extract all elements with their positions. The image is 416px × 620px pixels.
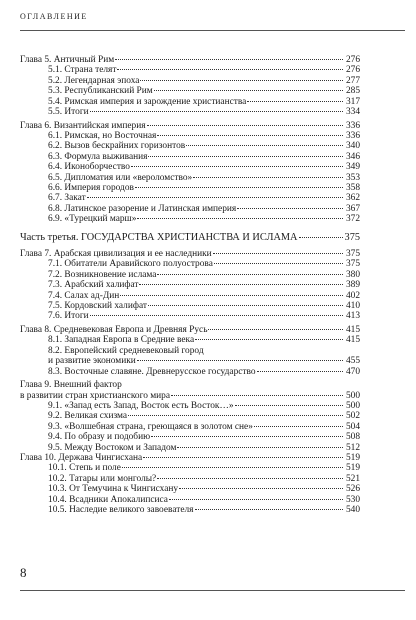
dot-leader [139,284,343,285]
toc-section-entry [20,335,360,345]
toc-entry-page: 415 [345,335,360,346]
toc-entry-title: 10.4. Всадники Апокалипсиса [48,494,168,505]
dot-leader [122,467,343,468]
toc-section-entry [20,356,360,366]
toc-chapter-entry [20,325,360,335]
toc-entry-title: 10.1. Степь и поле [48,463,121,474]
toc-entry-title: в развитии стран христианского мира [20,390,171,401]
toc-entry-page: 402 [345,290,360,301]
dot-leader [143,457,343,458]
dot-leader [254,426,343,427]
dot-leader [171,395,343,396]
toc-entry-title: 7.6. Итоги [48,311,89,322]
toc-entry-page: 410 [345,300,360,311]
table-of-contents [20,55,360,515]
toc-entry-page: 500 [345,401,360,411]
toc-entry-page: 455 [345,356,360,367]
dot-leader [137,360,343,361]
dot-leader [213,253,343,254]
toc-section-entry [20,259,360,269]
toc-part-heading [20,233,360,243]
toc-entry-page: 372 [345,214,360,225]
toc-entry-title: 5.5. Итоги [48,106,89,117]
toc-section-entry [20,422,360,432]
dot-leader [148,305,343,306]
toc-section-entry [20,204,360,214]
dot-leader [157,135,343,136]
toc-entry-page: 367 [345,203,360,214]
toc-section-entry [20,97,360,107]
dot-leader [193,177,343,178]
toc-section-entry [20,401,360,411]
toc-entry-title: 9.2. Великая схизма [48,411,128,422]
toc-entry-page: 349 [345,162,360,173]
toc-section-entry [20,76,360,86]
dot-leader [186,145,343,146]
toc-chapter-entry [20,249,360,259]
toc-entry-title: Глава 9. Внешний фактор [20,380,122,391]
toc-section-entry [20,432,360,442]
toc-section-entry [20,162,360,172]
dot-leader [299,237,344,238]
toc-entry-page: 540 [345,504,360,515]
dot-leader [247,101,343,102]
toc-section-entry [20,214,360,224]
toc-entry-page: 521 [345,473,360,484]
toc-entry-title: 9.1. «Запад есть Запад, Восток есть Восток…» [48,401,234,411]
dot-leader [148,156,343,157]
toc-entry-title: 5.3. Республиканский Рим [48,86,153,97]
toc-entry-title: 6.3. Формула выживания [48,151,148,162]
toc-entry-page: 346 [345,151,360,162]
toc-entry-title: Глава 5. Античный Рим [20,55,115,65]
dot-leader [90,111,343,112]
toc-section-entry [20,183,360,193]
dot-leader [147,125,343,126]
toc-entry-page: 470 [345,366,360,377]
toc-entry-title: 5.2. Легендарная эпоха [48,75,140,86]
dot-leader [157,478,343,479]
dot-leader [154,90,343,91]
toc-section-entry [20,193,360,203]
dot-leader [177,447,343,448]
toc-section-entry [20,301,360,311]
toc-entry-page: 500 [345,390,360,401]
dot-leader [137,218,343,219]
toc-section-entry [20,131,360,141]
toc-section-entry [20,463,360,473]
toc-entry-title: 9.3. «Волшебная страна, греющаяся в золотом сне» [48,421,253,432]
toc-section-entry [20,474,360,484]
toc-entry-title: 6.6. Империя городов [48,182,134,193]
toc-entry-page: 375 [344,231,360,243]
toc-entry-page: 375 [345,248,360,259]
toc-entry-page: 336 [345,131,360,142]
toc-entry-page: 389 [345,280,360,291]
toc-entry-title: 6.7. Закат [48,193,86,204]
toc-entry-title: 8.3. Восточные славяне. Древнерусское государство [48,366,256,377]
dot-leader [257,371,343,372]
footer-rule [20,590,405,591]
dot-leader [195,509,344,510]
toc-entry-title: Глава 6. Византийская империя [20,120,146,131]
toc-section-entry [20,484,360,494]
toc-entry-page: 519 [345,452,360,463]
dot-leader [87,197,343,198]
toc-entry-title: Глава 8. Средневековая Европа и Древняя Русь [20,324,208,335]
toc-entry-page: 276 [345,55,360,65]
toc-entry-page: 530 [345,494,360,505]
toc-chapter-entry [20,453,360,463]
toc-section-entry [20,495,360,505]
dot-leader [140,80,343,81]
toc-section-entry [20,346,360,356]
dot-leader [169,499,343,500]
toc-entry-page: 508 [345,432,360,443]
toc-chapter-entry [20,391,360,401]
dot-leader [151,436,343,437]
toc-entry-page: 415 [345,324,360,335]
toc-entry-title: Глава 7. Арабская цивилизация и ее наследники [20,248,212,259]
toc-entry-page: 276 [345,65,360,76]
toc-entry-title: Глава 10. Держава Чингисхана [20,452,143,463]
toc-entry-title: 5.4. Римская империя и зарождение христианства [48,96,247,107]
dot-leader [131,166,343,167]
toc-entry-page: 512 [345,442,360,453]
toc-chapter-entry [20,380,360,390]
toc-entry-title: 7.3. Арабский халифат [48,280,139,291]
dot-leader [90,315,343,316]
toc-entry-title: 9.4. По образу и подобию [48,432,151,443]
toc-entry-title: 7.2. Возникновение ислама [48,269,157,280]
toc-entry-page: 285 [345,86,360,97]
toc-entry-title: 10.5. Наследие великого завоевателя [48,504,194,515]
dot-leader [117,69,343,70]
toc-section-entry [20,270,360,280]
dot-leader [214,263,343,264]
toc-section-entry [20,86,360,96]
toc-entry-title: 6.5. Дипломатия или «вероломство» [48,172,193,183]
toc-entry-title: 6.8. Латинское разорение и Латинская империя [48,203,237,214]
toc-section-entry [20,311,360,321]
toc-section-entry [20,65,360,75]
toc-entry-title: 6.4. Иконоборчество [48,162,130,173]
toc-entry-page: 362 [345,193,360,204]
toc-entry-page: 353 [345,172,360,183]
dot-leader [179,488,343,489]
dot-leader [235,405,343,406]
toc-section-entry [20,443,360,453]
toc-entry-page: 502 [345,411,360,422]
toc-section-entry [20,107,360,117]
toc-entry-page: 504 [345,421,360,432]
toc-entry-title: 6.9. «Турецкий марш» [48,214,137,225]
toc-chapter-entry [20,121,360,131]
toc-entry-page: 375 [345,259,360,270]
toc-section-entry [20,173,360,183]
dot-leader [120,295,343,296]
toc-entry-title: Часть третья. ГОСУДАРСТВА ХРИСТИАНСТВА И ИСЛАМА [20,231,298,243]
toc-entry-page: 340 [345,141,360,152]
page-number: 8 [20,565,27,580]
toc-section-entry [20,291,360,301]
header-rule [20,30,405,31]
dot-leader [208,329,343,330]
toc-entry-title: 8.1. Западная Европа в Средние века [48,335,195,346]
toc-entry-title: 9.5. Между Востоком и Западом [48,442,177,453]
toc-section-entry [20,367,360,377]
toc-entry-page: 526 [345,484,360,495]
toc-entry-title: 8.2. Европейский средневековый город [48,345,204,356]
running-head: ОГЛАВЛЕНИЕ [20,12,88,21]
toc-entry-page: 336 [345,120,360,131]
toc-entry-title: 5.1. Страна телят [48,65,117,76]
toc-entry-title: 7.1. Обитатели Аравийского полуострова [48,259,213,270]
dot-leader [195,339,343,340]
dot-leader [237,208,343,209]
toc-entry-page: 519 [345,463,360,474]
toc-entry-page: 334 [345,106,360,117]
toc-entry-page: 317 [345,96,360,107]
dot-leader [128,415,343,416]
toc-entry-title: 10.3. От Темучина к Чингисхану [48,484,179,495]
toc-entry-page: 380 [345,269,360,280]
toc-entry-page: 413 [345,311,360,322]
toc-entry-title: 10.2. Татары или монголы? [48,473,157,484]
dot-leader [157,274,343,275]
toc-entry-title: 6.1. Римская, но Восточная [48,131,157,142]
toc-entry-page: 358 [345,182,360,193]
toc-section-entry [20,411,360,421]
toc-entry-page: 277 [345,75,360,86]
toc-section-entry [20,141,360,151]
toc-entry-title: 6.2. Вызов бескрайних горизонтов [48,141,186,152]
toc-chapter-entry [20,55,360,65]
toc-section-entry [20,505,360,515]
dot-leader [135,187,343,188]
toc-entry-title: и развитие экономики [48,356,136,367]
toc-section-entry [20,280,360,290]
toc-entry-title: 7.5. Кордовский халифат [48,300,147,311]
toc-entry-title: 7.4. Салах ад-Дин [48,290,120,301]
dot-leader [115,59,343,60]
toc-section-entry [20,152,360,162]
